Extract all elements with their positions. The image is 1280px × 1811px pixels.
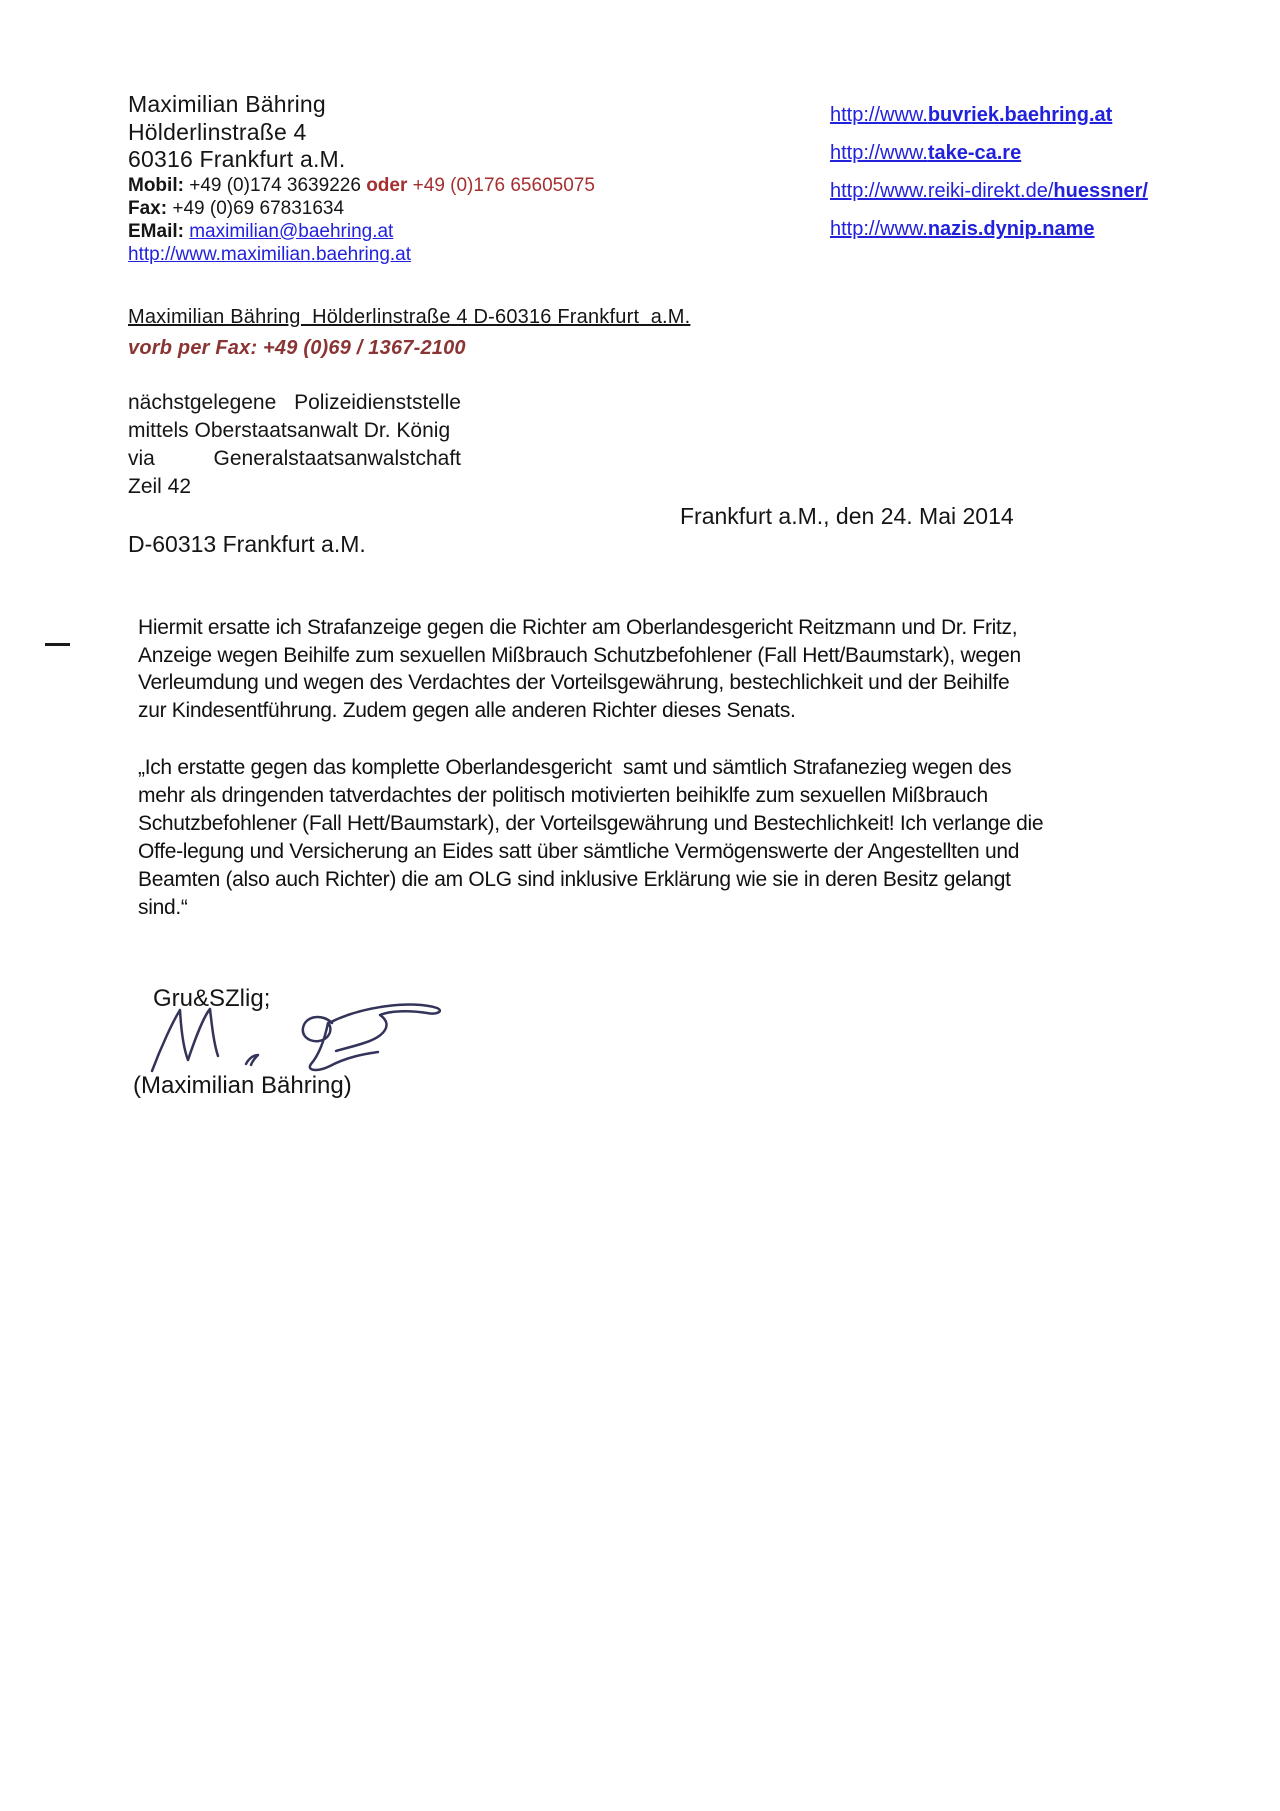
url-link-reiki-direkt[interactable] <box>830 172 1148 210</box>
url-list <box>830 96 1148 248</box>
url-prefix: http://www. <box>830 218 928 240</box>
paragraph-line: Schutzbefohlener (Fall Hett/Baumstark), der Vorteilsgewährung und Bestechlichkeit! Ich verlange die <box>138 812 1044 835</box>
paragraph-line: mehr als dringenden tatverdachtes der politisch motivierten beihiklfe zum sexuellen Mißbrauch <box>138 784 988 807</box>
sender-city: 60316 Frankfurt a.M. <box>128 146 346 172</box>
paragraph-line: Verleumdung und wegen des Verdachtes der Vorteilsgewährung, bestechlichkeit und der Beihilfe <box>138 671 1010 694</box>
recipient-block <box>128 389 461 501</box>
recipient-line-3: via Generalstaatsanwalstchaft <box>128 447 461 470</box>
url-prefix: http://www. <box>830 142 928 164</box>
fax-advance-note: vorb per Fax: +49 (0)69 / 1367-2100 <box>128 337 466 359</box>
mobile-number-1: +49 (0)174 3639226 <box>189 174 361 196</box>
paragraph-line: Anzeige wegen Beihilfe zum sexuellen Mißbrauch Schutzbefohlener (Fall Hett/Baumstark), wegen <box>138 643 1021 667</box>
url-prefix: http://www.reiki-direkt.de/ <box>830 180 1054 202</box>
paragraph-line: Hiermit ersatte ich Strafanzeige gegen die Richter am Oberlandesgericht Reitzmann und Dr. Fritz, <box>138 616 1018 639</box>
sender-name: Maximilian Bähring <box>128 91 326 117</box>
email-link[interactable]: maximilian@baehring.at <box>189 220 394 242</box>
url-domain: take-ca.re <box>927 142 1022 164</box>
mobile-number-2: +49 (0)176 65605075 <box>412 174 595 196</box>
body-paragraph-1 <box>138 614 1021 724</box>
fold-mark <box>45 643 70 646</box>
paragraph-line: Offe-legung und Versicherung an Eides satt über sämtliche Vermögenswerte der Angestellten und <box>138 840 1020 863</box>
url-link-take-ca[interactable] <box>830 134 1148 172</box>
url-domain: huessner/ <box>1053 180 1148 202</box>
homepage-link[interactable]: http://www.maximilian.baehring.at <box>128 243 412 265</box>
recipient-line-4: Zeil 42 <box>128 475 192 498</box>
paragraph-line: zur Kindesentführung. Zudem gegen alle anderen Richter dieses Senats. <box>138 698 796 722</box>
sender-reference-line: Maximilian Bähring Hölderlinstraße 4 D-60316 Frankfurt a.M. <box>128 306 691 328</box>
mobile-line <box>128 174 595 197</box>
mobile-conjunction: oder <box>366 174 408 196</box>
sender-street: Hölderlinstraße 4 <box>128 118 307 145</box>
paragraph-line: Beamten (also auch Richter) die am OLG sind inklusive Erklärung wie sie in deren Besitz gelangt <box>138 868 1011 891</box>
paragraph-line: sind.“ <box>138 896 188 919</box>
sender-block <box>128 91 595 266</box>
mobile-label: Mobil: <box>128 174 184 196</box>
email-line <box>128 220 595 243</box>
url-domain: nazis.dynip.name <box>927 218 1095 240</box>
homepage-line <box>128 243 595 266</box>
fax-number: +49 (0)69 67831634 <box>172 197 345 219</box>
recipient-city: D-60313 Frankfurt a.M. <box>128 531 366 557</box>
recipient-line-1: nächstgelegene Polizeidienststelle <box>128 391 461 414</box>
url-link-buvriek[interactable] <box>830 96 1148 134</box>
closing-salutation: Gru&SZlig; <box>153 985 271 1012</box>
body-paragraph-2 <box>138 754 1043 922</box>
url-prefix: http://www. <box>830 104 928 126</box>
paragraph-line: „Ich erstatte gegen das komplette Oberlandesgericht samt und sämtlich Strafanezieg wegen des <box>138 756 1012 779</box>
recipient-line-2: mittels Oberstaatsanwalt Dr. König <box>128 419 451 442</box>
url-domain: buvriek.baehring.at <box>927 104 1113 126</box>
date-line: Frankfurt a.M., den 24. Mai 2014 <box>680 503 1014 529</box>
fax-label: Fax: <box>128 197 168 219</box>
fax-line <box>128 197 595 220</box>
url-link-nazis-dynip[interactable] <box>830 210 1148 248</box>
handwritten-signature-icon <box>146 1001 446 1083</box>
email-label: EMail: <box>128 220 184 242</box>
signature-name: (Maximilian Bähring) <box>133 1072 352 1099</box>
